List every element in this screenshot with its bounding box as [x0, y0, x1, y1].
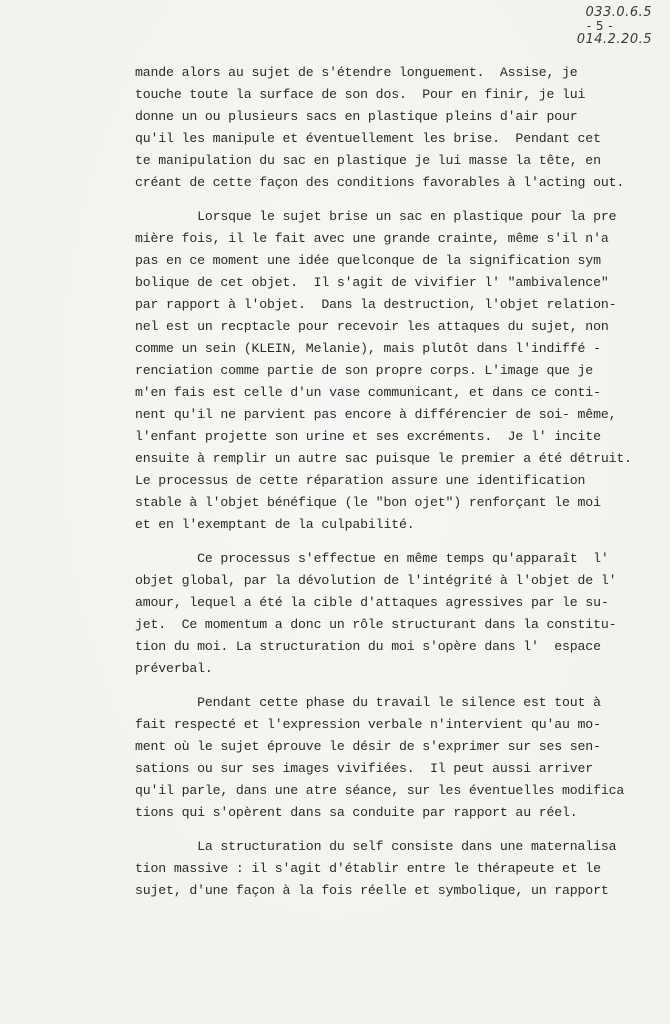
- text-line: Ce processus s'effectue en même temps qu'apparaît l': [135, 551, 609, 566]
- text-line: fait respecté et l'expression verbale n'intervient qu'au mo-: [135, 717, 601, 732]
- text-line: préverbal.: [135, 661, 213, 676]
- archive-code-bottom: 014.2.20.5: [576, 32, 652, 47]
- text-line: qu'il les manipule et éventuellement les brise. Pendant cet: [135, 131, 601, 146]
- text-line: tions qui s'opèrent dans sa conduite par rapport au réel.: [135, 805, 578, 820]
- text-line: sations ou sur ses images vivifiées. Il peut aussi arriver: [135, 761, 594, 776]
- text-line: nent qu'il ne parvient pas encore à différencier de soi- même,: [135, 407, 617, 422]
- text-line: créant de cette façon des conditions favorables à l'acting out.: [135, 175, 625, 190]
- text-line: tion massive : il s'agit d'établir entre le thérapeute et le: [135, 861, 601, 876]
- text-line: mière fois, il le fait avec une grande crainte, même s'il n'a: [135, 231, 609, 246]
- paragraph: [135, 62, 655, 194]
- text-line: l'enfant projette son urine et ses excréments. Je l' incite: [135, 429, 601, 444]
- paragraph: [135, 548, 655, 680]
- typewritten-body: [135, 62, 655, 902]
- paragraph-gap: [135, 536, 655, 548]
- page-number: - 5 -: [586, 19, 614, 33]
- text-line: Lorsque le sujet brise un sac en plastique pour la pre: [135, 209, 617, 224]
- text-line: ment où le sujet éprouve le désir de s'exprimer sur ses sen-: [135, 739, 601, 754]
- text-line: nel est un recptacle pour recevoir les attaques du sujet, non: [135, 319, 609, 334]
- text-line: Le processus de cette réparation assure une identification: [135, 473, 586, 488]
- text-line: amour, lequel a été la cible d'attaques agressives par le su-: [135, 595, 609, 610]
- text-line: renciation comme partie de son propre corps. L'image que je: [135, 363, 594, 378]
- text-line: et en l'exemptant de la culpabilité.: [135, 517, 415, 532]
- text-line: m'en fais est celle d'un vase communicant, et dans ce conti-: [135, 385, 601, 400]
- text-line: objet global, par la dévolution de l'intégrité à l'objet de l': [135, 573, 617, 588]
- text-line: qu'il parle, dans une atre séance, sur les éventuelles modifica: [135, 783, 625, 798]
- text-line: donne un ou plusieurs sacs en plastique pleins d'air pour: [135, 109, 578, 124]
- text-line: par rapport à l'objet. Dans la destruction, l'objet relation-: [135, 297, 617, 312]
- archive-reference: [577, 4, 652, 48]
- text-line: comme un sein (KLEIN, Melanie), mais plutôt dans l'indiffé -: [135, 341, 601, 356]
- text-line: stable à l'objet bénéfique (le "bon ojet") renforçant le moi: [135, 495, 601, 510]
- text-line: touche toute la surface de son dos. Pour en finir, je lui: [135, 87, 586, 102]
- text-line: ensuite à remplir un autre sac puisque le premier a été détruit.: [135, 451, 632, 466]
- text-line: bolique de cet objet. Il s'agit de vivifier l' "ambivalence": [135, 275, 609, 290]
- text-line: tion du moi. La structuration du moi s'opère dans l' espace: [135, 639, 601, 654]
- paragraph-gap: [135, 824, 655, 836]
- text-line: pas en ce moment une idée quelconque de la signification sym: [135, 253, 601, 268]
- paragraph-gap: [135, 194, 655, 206]
- archive-code-top: 033.0.6.5: [585, 5, 652, 20]
- paragraph: [135, 692, 655, 824]
- text-line: te manipulation du sac en plastique je lui masse la tête, en: [135, 153, 601, 168]
- text-line: mande alors au sujet de s'étendre longuement. Assise, je: [135, 65, 578, 80]
- text-line: Pendant cette phase du travail le silence est tout à: [135, 695, 601, 710]
- text-line: jet. Ce momentum a donc un rôle structurant dans la constitu-: [135, 617, 617, 632]
- paragraph: [135, 836, 655, 902]
- paragraph-gap: [135, 680, 655, 692]
- paragraph: [135, 206, 655, 536]
- text-line: sujet, d'une façon à la fois réelle et symbolique, un rapport: [135, 883, 609, 898]
- text-line: La structuration du self consiste dans une maternalisa: [135, 839, 617, 854]
